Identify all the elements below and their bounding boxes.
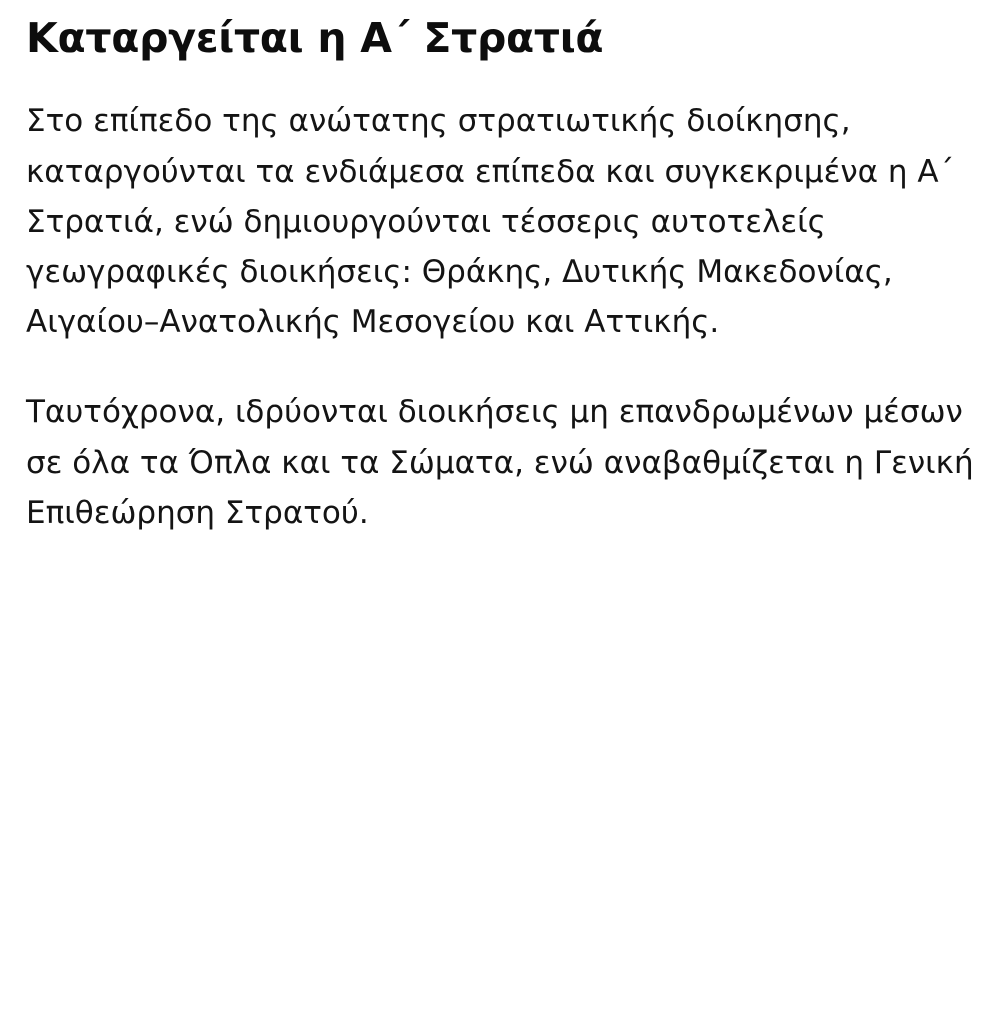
article-paragraph: Στο επίπεδο της ανώτατης στρατιωτικής διοίκησης, καταργούνται τα ενδιάμεσα επίπεδα και συγκεκριμένα η Α΄ Στρατιά, ενώ δημιουργούνται τέσσερις αυτοτελείς γεωγραφικές διοικήσεις: Θράκης, Δυτικής Μακεδονίας, Αιγαίου–Ανατολικής Μεσογείου και Αττικής. [26, 103, 955, 341]
article-paragraph: Ταυτόχρονα, ιδρύονται διοικήσεις μη επανδρωμένων μέσων σε όλα τα Όπλα και τα Σώματα, ενώ αναβαθμίζεται η Γενική Επιθεώρηση Στρατού. [26, 394, 974, 531]
page-title: Καταργείται η Α΄ Στρατιά [26, 14, 604, 62]
